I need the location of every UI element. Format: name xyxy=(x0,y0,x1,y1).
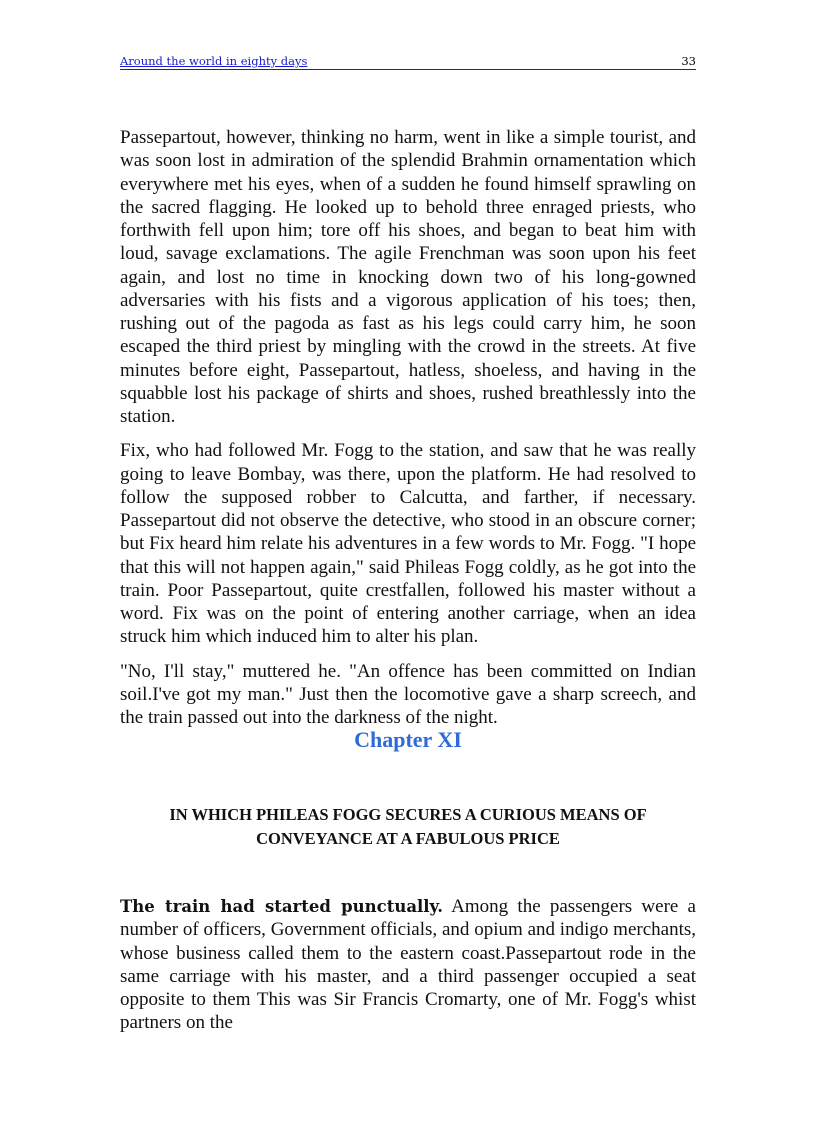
paragraph: "No, I'll stay," muttered he. "An offence has been committed on Indian soil.I've got my man." Just then the locomotive gave a sharp screech, and the train passed out into the darkness of the night. xyxy=(120,660,696,728)
chapter-heading: Chapter XI xyxy=(354,727,462,752)
page-number: 33 xyxy=(681,54,696,68)
running-header xyxy=(120,55,696,70)
paragraph: Passepartout, however, thinking no harm, went in like a simple tourist, and was soon lost in admiration of the splendid Brahmin ornamentation which everywhere met his eyes, when of a sudden he found himself sprawling on the sacred flagging. He looked up to behold three enraged priests, who forthwith fell upon him; tore off his shoes, and began to beat him with loud, savage exclamations. The agile Frenchman was soon upon his feet again, and lost no time in knocking down two of his long-gowned adversaries with his fists and a vigorous application of his toes; then, rushing out of the pagoda as fast as his legs could carry him, he soon escaped the third priest by mingling with the crowd in the streets. At five minutes before eight, Passepartout, hatless, shoeless, and having in the squabble lost his package of shirts and shoes, rushed breathlessly into the station. xyxy=(120,127,696,427)
chapter-subtitle: IN WHICH PHILEAS FOGG SECURES A CURIOUS MEANS OF CONVEYANCE AT A FABULOUS PRICE xyxy=(169,805,647,848)
body-text xyxy=(120,126,696,740)
chapter-opening-text: Among the passengers were a number of officers, Government officials, and opium and indigo merchants, whose business called them to the eastern coast.Passepartout rode in the same carriage with his master, and a third passenger occupied a seat opposite to them This was Sir Francis Cromarty, one of Mr. Fogg's whist partners on the xyxy=(120,896,696,1034)
chapter-lead-in: The train had started punctually. xyxy=(120,897,443,916)
chapter-opening-paragraph xyxy=(120,895,696,1035)
book-title-link[interactable]: Around the world in eighty days xyxy=(120,54,308,68)
paragraph: Fix, who had followed Mr. Fogg to the station, and saw that he was really going to leave Bombay, was there, upon the platform. He had resolved to follow the supposed robber to Calcutta, and farther, if necessary. Passepartout did not observe the detective, who stood in an obscure corner; but Fix heard him relate his adventures in a few words to Mr. Fogg. "I hope that this will not happen again," said Phileas Fogg coldly, as he got into the train. Poor Passepartout, quite crestfallen, followed his master without a word. Fix was on the point of entering another carriage, when an idea struck him which induced him to alter his plan. xyxy=(120,440,696,648)
